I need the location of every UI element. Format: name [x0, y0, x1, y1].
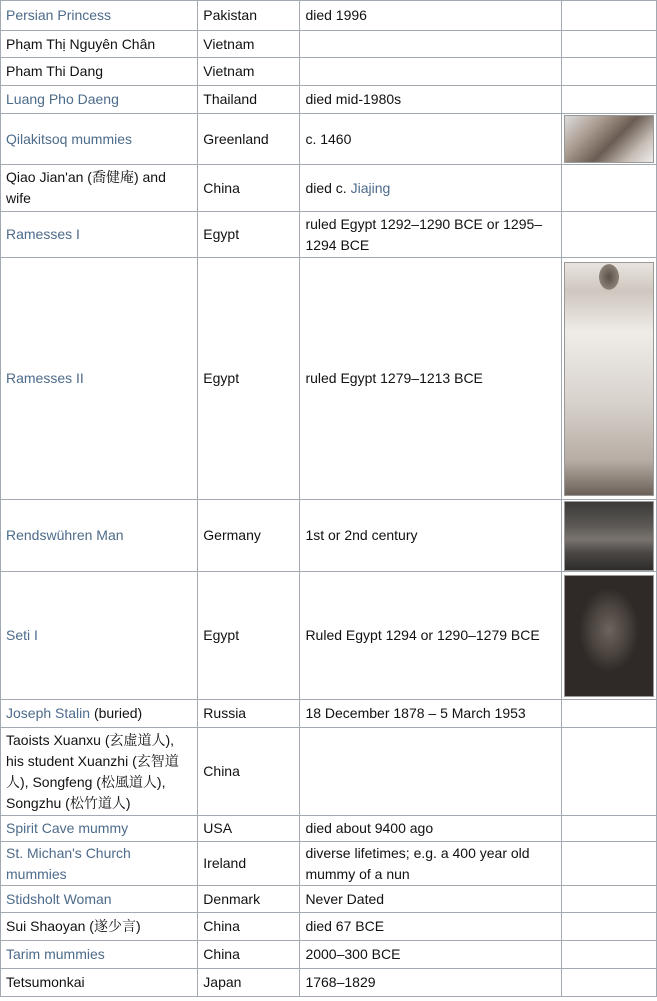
date-text: Ruled Egypt 1294 or 1290–1279 BCE	[305, 627, 540, 643]
name-cell	[1, 500, 198, 572]
name-cell	[1, 842, 198, 886]
country-cell: Denmark	[198, 886, 300, 913]
name-suffix: (buried)	[90, 705, 143, 721]
image-cell	[561, 165, 656, 212]
date-cell	[300, 58, 561, 86]
table-row	[1, 941, 657, 969]
date-text: Never Dated	[305, 890, 385, 907]
country-cell: China	[198, 728, 300, 816]
image-cell	[561, 941, 656, 969]
country-cell: Japan	[198, 969, 300, 997]
name-cell	[1, 913, 198, 941]
name-cell	[1, 886, 198, 913]
date-text: 1st or 2nd century	[305, 527, 418, 543]
date-cell	[300, 913, 561, 941]
name-text: Tetsumonkai	[6, 974, 85, 990]
date-cell	[300, 212, 561, 258]
table-row	[1, 114, 657, 165]
country-cell: Russia	[198, 700, 300, 728]
name-cell	[1, 816, 198, 842]
name-cell	[1, 728, 198, 816]
image-cell	[561, 700, 656, 728]
country-cell: Egypt	[198, 572, 300, 700]
image-cell	[561, 969, 656, 997]
name-cell	[1, 165, 198, 212]
country-cell: Vietnam	[198, 31, 300, 58]
table-row	[1, 969, 657, 997]
qilakitsoq-mummy-photo[interactable]	[564, 115, 654, 163]
image-cell	[561, 886, 656, 913]
image-cell	[561, 58, 656, 86]
country-cell: Ireland	[198, 842, 300, 886]
image-cell	[561, 913, 656, 941]
table-row	[1, 700, 657, 728]
date-cell	[300, 886, 561, 913]
name-cell	[1, 941, 198, 969]
name-cell	[1, 31, 198, 58]
name-text: Sui Shaoyan (遂少言)	[6, 918, 141, 934]
date-prefix: died c.	[305, 179, 347, 196]
image-cell	[561, 114, 656, 165]
country-cell: Thailand	[198, 86, 300, 114]
country-cell: China	[198, 165, 300, 212]
rendswuhren-man-photo[interactable]	[564, 501, 654, 571]
date-cell	[300, 258, 561, 500]
date-cell	[300, 969, 561, 997]
name-cell	[1, 58, 198, 86]
table-row	[1, 500, 657, 572]
name-cell	[1, 86, 198, 114]
date-cell	[300, 31, 561, 58]
date-text: ruled Egypt 1279–1213 BCE	[305, 370, 483, 386]
image-cell	[561, 500, 656, 572]
name-link[interactable]: Ramesses II	[6, 370, 84, 386]
name-link[interactable]: Rendswühren Man	[6, 527, 124, 543]
country-cell: Vietnam	[198, 58, 300, 86]
date-text: diverse lifetimes; e.g. a 400 year old mummy of a nun	[305, 844, 530, 882]
name-text: Pham Thi Dang	[6, 63, 104, 79]
name-cell	[1, 114, 198, 165]
image-cell	[561, 816, 656, 842]
name-link[interactable]: Persian Princess	[6, 7, 112, 23]
date-text: died mid-1980s	[305, 91, 402, 107]
date-text: 18 December 1878 – 5 March 1953	[305, 705, 526, 721]
country-cell: China	[198, 913, 300, 941]
table-row	[1, 913, 657, 941]
name-link[interactable]: Luang Pho Daeng	[6, 91, 119, 107]
name-cell	[1, 258, 198, 500]
image-cell	[561, 86, 656, 114]
date-text: died about 9400 ago	[305, 820, 434, 836]
date-cell	[300, 842, 561, 886]
name-link[interactable]: Seti I	[6, 627, 38, 643]
table-row	[1, 886, 657, 913]
table-row	[1, 572, 657, 700]
date-cell	[300, 500, 561, 572]
image-cell	[561, 212, 656, 258]
name-link[interactable]: Ramesses I	[6, 226, 80, 242]
name-cell	[1, 969, 198, 997]
table-row	[1, 165, 657, 212]
date-link[interactable]: Jiajing	[350, 179, 391, 196]
image-cell	[561, 1, 656, 31]
date-text: c. 1460	[305, 130, 352, 147]
ramesses-ii-mummy-photo[interactable]	[564, 262, 654, 496]
name-link[interactable]: St. Michan's Church mummies	[6, 844, 131, 882]
name-link[interactable]: Tarim mummies	[6, 946, 105, 962]
table-row	[1, 58, 657, 86]
date-text: 2000–300 BCE	[305, 946, 401, 962]
name-link[interactable]: Qilakitsoq mummies	[6, 130, 133, 147]
country-cell: China	[198, 941, 300, 969]
country-cell: Germany	[198, 500, 300, 572]
name-link[interactable]: Joseph Stalin	[6, 705, 91, 721]
name-text: Qiao Jian'an (喬健庵) and wife	[6, 169, 166, 206]
country-cell: Egypt	[198, 212, 300, 258]
table-row	[1, 728, 657, 816]
table-row	[1, 258, 657, 500]
name-text: Phạm Thị Nguyên Chân	[6, 35, 156, 52]
image-cell	[561, 258, 656, 500]
table-row	[1, 816, 657, 842]
name-cell	[1, 700, 198, 728]
date-cell	[300, 941, 561, 969]
table-row	[1, 1, 657, 31]
image-cell	[561, 728, 656, 816]
date-text: 1768–1829	[305, 974, 376, 990]
name-link[interactable]: Spirit Cave mummy	[6, 820, 129, 836]
country-cell: Greenland	[198, 114, 300, 165]
date-cell	[300, 1, 561, 31]
date-cell	[300, 114, 561, 165]
name-cell	[1, 1, 198, 31]
image-cell	[561, 31, 656, 58]
date-cell	[300, 700, 561, 728]
table-row	[1, 842, 657, 886]
date-cell	[300, 816, 561, 842]
seti-i-mummy-photo[interactable]	[564, 575, 654, 697]
name-text: Taoists Xuanxu (玄虛道人), his student Xuanzhi (玄智道人), Songfeng (松風道人), Songzhu (松竹道人)	[6, 731, 179, 811]
date-text: died 67 BCE	[305, 918, 385, 934]
date-cell	[300, 728, 561, 816]
country-cell: USA	[198, 816, 300, 842]
table-row	[1, 86, 657, 114]
image-cell	[561, 842, 656, 886]
table-row	[1, 31, 657, 58]
date-text: died 1996	[305, 7, 367, 23]
table-row	[1, 212, 657, 258]
image-cell	[561, 572, 656, 700]
date-cell	[300, 86, 561, 114]
name-link[interactable]: Stidsholt Woman	[6, 890, 112, 907]
name-cell	[1, 212, 198, 258]
country-cell: Egypt	[198, 258, 300, 500]
date-cell	[300, 572, 561, 700]
date-text: ruled Egypt 1292–1290 BCE or 1295–1294 BCE	[305, 215, 543, 253]
date-cell	[300, 165, 561, 212]
name-cell	[1, 572, 198, 700]
country-cell: Pakistan	[198, 1, 300, 31]
